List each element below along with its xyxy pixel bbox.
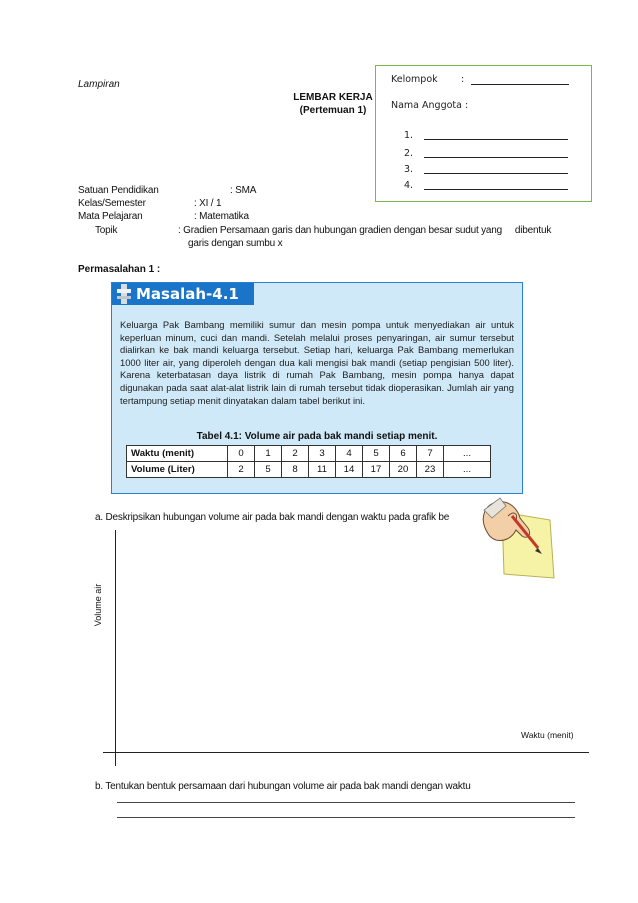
kelas-value: : XI / 1 <box>194 198 222 209</box>
masalah-label: Masalah-4.1 <box>136 285 239 303</box>
member-number-4: 4. <box>404 180 414 191</box>
y-axis-line <box>115 530 116 766</box>
member-line-4 <box>424 189 568 190</box>
x-axis-label: Waktu (menit) <box>521 730 574 740</box>
table-row <box>127 462 491 478</box>
topik-label: Topik <box>95 225 118 236</box>
volume-table <box>126 445 491 478</box>
table-cell: 2 <box>228 462 255 478</box>
table-cell: 3 <box>309 446 336 462</box>
table-row <box>127 446 491 462</box>
member-line-1 <box>424 139 568 140</box>
satuan-value: : SMA <box>230 185 257 196</box>
table-header-volume: Volume (Liter) <box>127 462 228 478</box>
topik-value: : Gradien Persamaan garis dan hubungan gradien dengan besar sudut yang dibentuk <box>178 225 552 236</box>
answer-line-2[interactable] <box>117 817 575 818</box>
table-caption: Tabel 4.1: Volume air pada bak mandi setiap menit. <box>196 431 438 442</box>
table-cell: 23 <box>417 462 444 478</box>
member-number-2: 2. <box>404 148 414 159</box>
member-number-3: 3. <box>404 164 414 175</box>
table-cell: 14 <box>336 462 363 478</box>
member-line-3 <box>424 173 568 174</box>
members-label: Nama Anggota : <box>391 100 469 111</box>
table-cell: 5 <box>255 462 282 478</box>
group-blank-line <box>471 84 569 85</box>
table-cell: 17 <box>363 462 390 478</box>
question-a: a. Deskripsikan hubungan volume air pada bak mandi dengan waktu pada grafik be <box>95 512 450 523</box>
title-text: LEMBAR KERJA <box>293 92 373 103</box>
table-cell: ... <box>444 462 491 478</box>
table-cell: 4 <box>336 446 363 462</box>
permasalahan-heading: Permasalahan 1 : <box>78 264 161 275</box>
y-axis-label: Volume air <box>93 583 103 627</box>
table-cell: 7 <box>417 446 444 462</box>
tool-icon <box>115 284 133 304</box>
table-cell: 8 <box>282 462 309 478</box>
table-cell: 20 <box>390 462 417 478</box>
masalah-text: Keluarga Pak Bambang memiliki sumur dan mesin pompa untuk menyediakan air untuk keperluan minum, cuci dan mandi. Setelah melalui proses penyaringan, air sumur tersebut dialirkan ke bak mandi keluarga tersebut. Setiap hari, keluarga Pak Bambang memerlukan 1000 liter air, yang diperoleh dengan dua kali mengisi bak mandi (setiap pengisian 500 liter). Karena keterbatasan daya listrik di rumah Pak Bambang, mesin pompa hanya dapat digunakan pada saat alat-alat listrik lain di rumah tersebut tidak dioperasikan. Jumlah air yang tertampung setiap menit dinyatakan dalam tabel berikut ini. <box>120 319 514 406</box>
table-cell: 1 <box>255 446 282 462</box>
table-cell: 5 <box>363 446 390 462</box>
masalah-banner <box>112 283 254 305</box>
satuan-label: Satuan Pendidikan <box>78 185 159 196</box>
kelas-label: Kelas/Semester <box>78 198 146 209</box>
topik-value-2: garis dengan sumbu x <box>188 238 283 249</box>
table-cell: 0 <box>228 446 255 462</box>
masalah-box <box>111 282 523 494</box>
group-label: Kelompok <box>391 74 438 85</box>
group-box <box>375 65 592 202</box>
writing-hand-icon <box>476 490 556 580</box>
subtitle-text: (Pertemuan 1) <box>299 105 367 116</box>
table-header-waktu: Waktu (menit) <box>127 446 228 462</box>
mapel-value: : Matematika <box>194 211 249 222</box>
table-cell: 6 <box>390 446 417 462</box>
answer-line-1[interactable] <box>117 802 575 803</box>
member-line-2 <box>424 157 568 158</box>
worksheet-title <box>283 91 383 117</box>
x-axis-line <box>103 752 589 753</box>
group-separator: : <box>461 74 465 85</box>
lampiran-label: Lampiran <box>78 79 120 90</box>
question-b: b. Tentukan bentuk persamaan dari hubungan volume air pada bak mandi dengan waktu <box>95 781 471 792</box>
table-cell: 11 <box>309 462 336 478</box>
mapel-label: Mata Pelajaran <box>78 211 143 222</box>
table-cell: 2 <box>282 446 309 462</box>
table-cell: ... <box>444 446 491 462</box>
member-number-1: 1. <box>404 130 414 141</box>
